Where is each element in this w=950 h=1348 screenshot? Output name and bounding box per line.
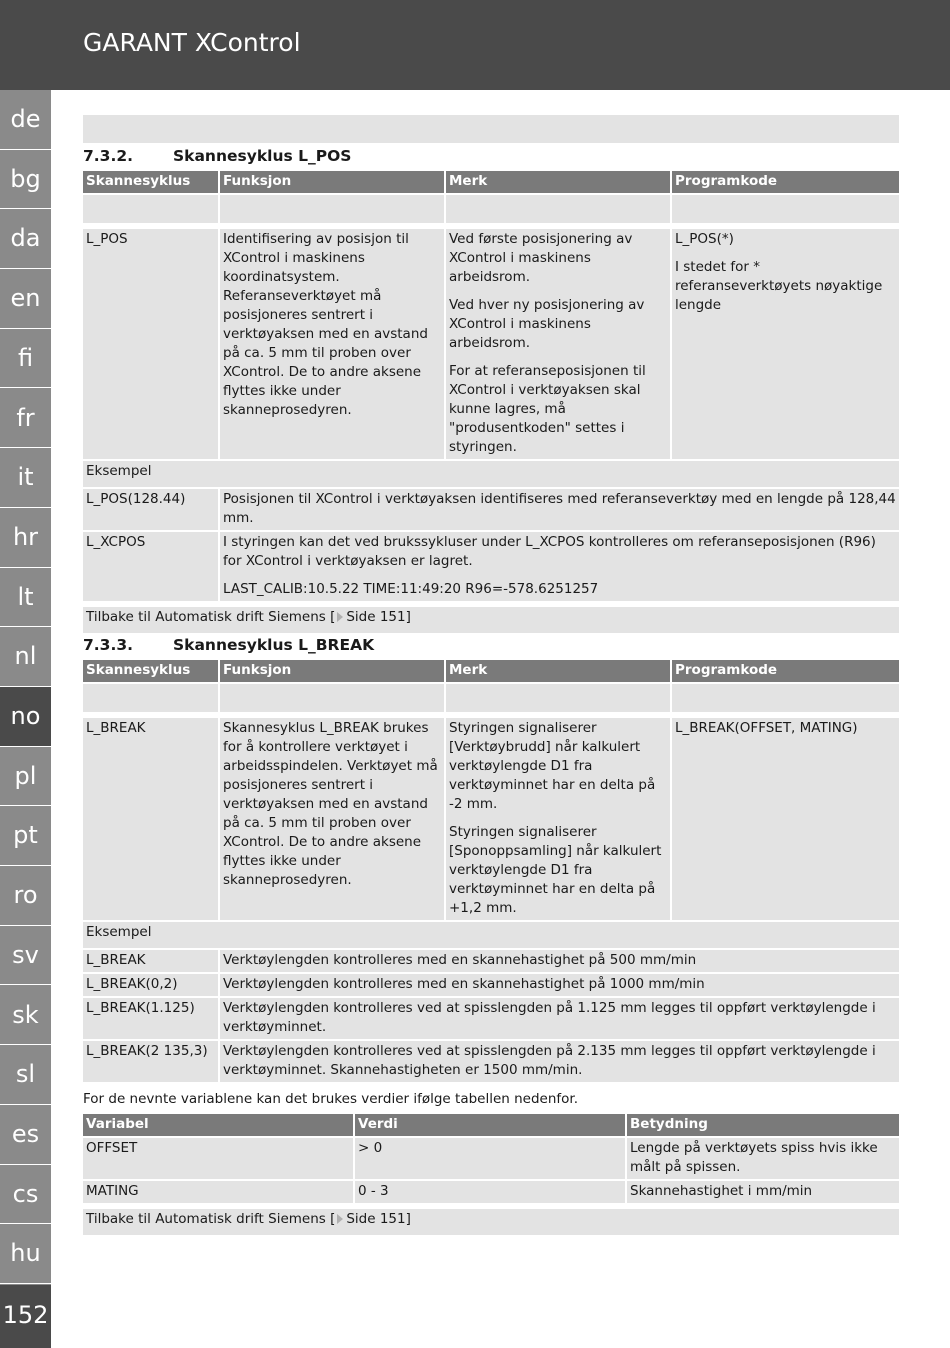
lang-tab-bg[interactable]: bg (0, 150, 51, 210)
lang-tab-cs[interactable]: cs (0, 1165, 51, 1225)
back-link-page[interactable]: Side 151] (346, 1211, 411, 1227)
l-break-table (83, 660, 899, 1084)
example-label: Eksempel (83, 461, 899, 489)
example-text: Verktøylengden kontrolleres med en skannehastighet på 1000 mm/min (220, 974, 899, 998)
example-row (83, 1041, 899, 1084)
arrow-right-icon (337, 612, 343, 622)
column-header: Variabel (83, 1114, 355, 1138)
table-row-empty (83, 195, 899, 225)
table-header-row (83, 171, 899, 195)
example-row (83, 532, 899, 603)
variable-meaning: Lengde på verktøyets spiss hvis ikke målt på spissen. (627, 1138, 899, 1181)
example-row (83, 489, 899, 532)
variables-intro: For de nevnte variablene kan det brukes verdier ifølge tabellen nedenfor. (83, 1091, 579, 1107)
lang-tab-de[interactable]: de (0, 90, 51, 150)
example-text: I styringen kan det ved brukssykluser under L_XCPOS kontrolleres om referanseposisjonen (R96) for XControl i verktøyaksen er lagret. (223, 534, 876, 569)
variable-name: OFFSET (83, 1138, 355, 1181)
document-title: GARANT XControl (83, 28, 301, 57)
example-code: L_XCPOS (83, 532, 220, 603)
table-row-empty (83, 684, 899, 714)
language-sidebar (0, 90, 51, 1348)
example-label-row (83, 922, 899, 950)
lang-tab-pl[interactable]: pl (0, 747, 51, 807)
section-title-l-break (83, 636, 374, 654)
column-header: Funksjon (220, 660, 446, 684)
note-text: Styringen signaliserer [Sponoppsamling] når kalkulert verktøylengde D1 fra verktøyminnet har en delta på +1,2 mm. (449, 824, 662, 916)
lang-tab-en[interactable]: en (0, 269, 51, 329)
example-label-row (83, 461, 899, 489)
example-text-cell (220, 532, 899, 603)
table-row (83, 718, 899, 922)
example-code: L_BREAK (83, 950, 220, 974)
example-text: Verktøylengden kontrolleres ved at spisslengden på 2.135 mm legges til oppført verktøylengde i verktøyminnet. Skannehastigheten er 1500 mm/min. (220, 1041, 899, 1084)
column-header: Verdi (355, 1114, 627, 1138)
example-code: L_BREAK(0,2) (83, 974, 220, 998)
section-number: 7.3.3. (83, 636, 134, 654)
lang-tab-lt[interactable]: lt (0, 568, 51, 628)
section-number: 7.3.2. (83, 147, 134, 165)
section-title-l-pos (83, 147, 351, 165)
lang-tab-da[interactable]: da (0, 209, 51, 269)
section-heading: Skannesyklus L_POS (173, 147, 352, 165)
note-text: Ved hver ny posisjonering av XControl i maskinens arbeidsrom. (449, 297, 645, 351)
lang-tab-it[interactable]: it (0, 448, 51, 508)
function-cell: Skannesyklus L_BREAK brukes for å kontrollere verktøyet i arbeidsspindelen. Verktøyet må posisjoneres sentrert i verktøyaksen med en avstand på ca. 5 mm til proben over XControl. De to andre aksene flyttes ikke under skanneprosedyren. (220, 718, 446, 922)
example-output: LAST_CALIB:10.5.22 TIME:11:49:20 R96=-578.6251257 (223, 581, 599, 597)
column-header: Merk (446, 660, 672, 684)
example-code: L_POS(128.44) (83, 489, 220, 532)
column-header: Programkode (672, 660, 899, 684)
column-header: Funksjon (220, 171, 446, 195)
example-row (83, 950, 899, 974)
example-code: L_BREAK(2 135,3) (83, 1041, 220, 1084)
section-heading: Skannesyklus L_BREAK (173, 636, 375, 654)
note-cell (446, 718, 672, 922)
back-link-row (83, 607, 899, 635)
program-code-cell: L_BREAK(OFFSET, MATING) (672, 718, 899, 922)
cycle-cell: L_POS (83, 229, 220, 461)
code-text: L_POS(*) (675, 231, 734, 247)
top-band (83, 115, 899, 143)
table-row (83, 1181, 899, 1205)
note-text: Ved første posisjonering av XControl i maskinens arbeidsrom. (449, 231, 633, 285)
example-label: Eksempel (83, 922, 899, 950)
page-header (0, 0, 950, 90)
page-number: 152 (0, 1285, 51, 1348)
back-link-text: Tilbake til Automatisk drift Siemens [ (86, 609, 336, 625)
column-header: Programkode (672, 171, 899, 195)
lang-tab-pt[interactable]: pt (0, 806, 51, 866)
example-text: Verktøylengden kontrolleres med en skannehastighet på 500 mm/min (220, 950, 899, 974)
column-header: Merk (446, 171, 672, 195)
variable-meaning: Skannehastighet i mm/min (627, 1181, 899, 1205)
example-code: L_BREAK(1.125) (83, 998, 220, 1041)
variables-table (83, 1114, 899, 1237)
back-link-row (83, 1209, 899, 1237)
lang-tab-fi[interactable]: fi (0, 329, 51, 389)
table-row (83, 1138, 899, 1181)
example-text: Posisjonen til XControl i verktøyaksen identifiseres med referanseverktøy med en lengde på 128,44 mm. (220, 489, 899, 532)
example-text: Verktøylengden kontrolleres ved at spisslengden på 1.125 mm legges til oppført verktøylengde i verktøyminnet. (220, 998, 899, 1041)
function-cell: Identifisering av posisjon til XControl i maskinens koordinatsystem. Referanseverktøyet må posisjoneres sentrert i verktøyaksen med en avstand på ca. 5 mm til proben over XControl. De to andre aksene flyttes ikke under skanneprosedyren. (220, 229, 446, 461)
lang-tab-no[interactable]: no (0, 687, 51, 747)
table-header-row (83, 660, 899, 684)
lang-tab-sk[interactable]: sk (0, 986, 51, 1046)
column-header: Skannesyklus (83, 171, 220, 195)
example-row (83, 998, 899, 1041)
code-text: I stedet for * referanseverktøyets nøyaktige lengde (675, 259, 883, 313)
lang-tab-sl[interactable]: sl (0, 1045, 51, 1105)
l-pos-table (83, 171, 899, 635)
variable-name: MATING (83, 1181, 355, 1205)
lang-tab-hu[interactable]: hu (0, 1224, 51, 1284)
lang-tab-nl[interactable]: nl (0, 627, 51, 687)
column-header: Betydning (627, 1114, 899, 1138)
variable-value: 0 - 3 (355, 1181, 627, 1205)
back-link-page[interactable]: Side 151] (346, 609, 411, 625)
note-cell (446, 229, 672, 461)
back-link[interactable] (83, 1209, 899, 1237)
table-row (83, 229, 899, 461)
program-code-cell (672, 229, 899, 461)
lang-tab-hr[interactable]: hr (0, 508, 51, 568)
lang-tab-ro[interactable]: ro (0, 866, 51, 926)
back-link[interactable] (83, 607, 899, 635)
cycle-cell: L_BREAK (83, 718, 220, 922)
note-text: For at referanseposisjonen til XControl i verktøyaksen skal kunne lagres, må "produsentkoden" settes i styringen. (449, 363, 646, 455)
example-row (83, 974, 899, 998)
lang-tab-fr[interactable]: fr (0, 389, 51, 449)
arrow-right-icon (337, 1214, 343, 1224)
back-link-text: Tilbake til Automatisk drift Siemens [ (86, 1211, 336, 1227)
lang-tab-es[interactable]: es (0, 1105, 51, 1165)
lang-tab-sv[interactable]: sv (0, 926, 51, 986)
column-header: Skannesyklus (83, 660, 220, 684)
variable-value: > 0 (355, 1138, 627, 1181)
note-text: Styringen signaliserer [Verktøybrudd] når kalkulert verktøylengde D1 fra verktøyminnet har en delta på -2 mm. (449, 720, 656, 812)
table-header-row (83, 1114, 899, 1138)
